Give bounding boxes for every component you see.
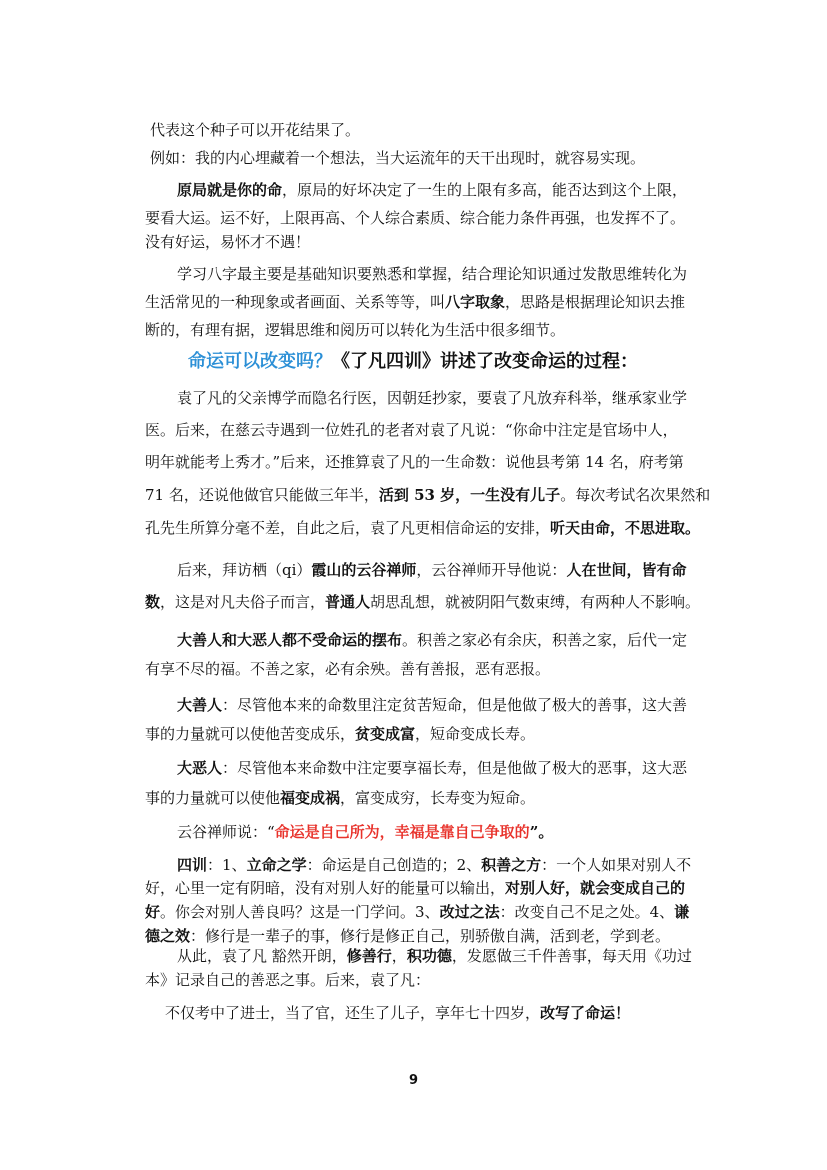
text-line bbox=[145, 208, 685, 228]
text-segment: 原局就是你的命 bbox=[177, 181, 283, 199]
text-segment: 贫变成富 bbox=[355, 725, 416, 743]
text-segment: 修善行 bbox=[346, 947, 392, 965]
text-segment: 谦 bbox=[674, 903, 690, 921]
text-segment: 大善人和大恶人都不受命运的摆布 bbox=[177, 631, 403, 649]
text-segment: 学习八字最主要是基础知识要熟悉和掌握，结合理论知识通过发散思维转化为 bbox=[177, 265, 688, 283]
text-segment: 八字取象 bbox=[445, 293, 506, 311]
text-segment: ：一个人如果对别人不 bbox=[541, 856, 692, 874]
text-segment: ，短命变成长寿。 bbox=[415, 725, 536, 743]
text-line bbox=[145, 926, 670, 946]
text-segment: 医。后来，在慈云寺遇到一位姓孔的老者对袁了凡说：“你命中注定是官场中人， bbox=[145, 421, 678, 439]
text-line bbox=[177, 855, 691, 875]
text-segment: ：修行是一辈子的事，修行是修正自己，别骄傲自满，活到老，学到老。 bbox=[190, 927, 671, 945]
text-segment: ：命运是自己创造的；2、 bbox=[306, 856, 482, 874]
text-segment: 大恶人 bbox=[177, 759, 223, 777]
text-segment: 对别人好，就会变成自己的 bbox=[505, 879, 686, 897]
text-segment: 。积善之家必有余庆，积善之家，后代一定 bbox=[402, 631, 688, 649]
text-line bbox=[177, 264, 687, 284]
text-line bbox=[145, 878, 685, 898]
text-segment: 事的力量就可以使他苦变成乐， bbox=[145, 725, 356, 743]
text-segment: 霞山的云谷禅师 bbox=[311, 561, 417, 579]
text-segment: 改写了命运！ bbox=[540, 1004, 631, 1022]
heading-question: 命运可以改变吗？ bbox=[188, 351, 332, 372]
text-segment: 胡思乱想，就被阴阳气数束缚，有两种人不影响。 bbox=[370, 593, 701, 611]
text-line bbox=[145, 292, 685, 312]
text-segment: ，思路是根据理论知识去推 bbox=[505, 293, 686, 311]
text-segment: ，云谷禅师开导他说： bbox=[416, 561, 567, 579]
text-segment: 明年就能考上秀才。”后来，还推算袁了凡的一生命数：说他县考第 14 名，府考第 bbox=[145, 453, 684, 471]
text-segment: 好 bbox=[145, 903, 161, 921]
text-line bbox=[145, 232, 310, 252]
text-segment: 改过之法 bbox=[439, 903, 500, 921]
page-number: 9 bbox=[408, 1073, 419, 1088]
text-segment: 大善人 bbox=[177, 696, 223, 714]
text-segment: ，原局的好坏决定了一生的上限有多高，能否达到这个上限， bbox=[282, 181, 688, 199]
text-segment: 。你会对别人善良吗？这是一门学问。3、 bbox=[160, 903, 440, 921]
text-line bbox=[145, 970, 430, 990]
text-segment: 从此，袁了凡 豁然开朗， bbox=[177, 947, 347, 965]
text-segment: 后来，拜访栖（qi） bbox=[177, 561, 312, 579]
text-segment: 命运是自己所为，幸福是靠自己争取的 bbox=[274, 823, 530, 841]
text-segment: ，发愿做三千件善事，每天用《功过 bbox=[451, 947, 692, 965]
text-segment: 积善之方 bbox=[481, 856, 542, 874]
text-segment: 普通人 bbox=[325, 593, 371, 611]
text-segment: 本》记录自己的善恶之事。后来，袁了凡： bbox=[145, 971, 431, 989]
text-line bbox=[145, 659, 550, 679]
text-segment: 立命之学 bbox=[246, 856, 307, 874]
text-line bbox=[177, 822, 553, 842]
text-segment: ：尽管他本来命数中注定要享福长寿，但是他做了极大的恶事，这大恶 bbox=[222, 759, 688, 777]
text-segment: 袁了凡的父亲博学而隐名行医，因朝廷抄家，要袁了凡放弃科举，继承家业学 bbox=[177, 389, 688, 407]
text-segment: 孔先生所算分毫不差，自此之后，袁了凡更相信命运的安排， bbox=[145, 519, 551, 537]
text-segment: ：尽管他本来的命数里注定贫苦短命，但是他做了极大的善事，这大善 bbox=[222, 696, 688, 714]
text-segment: 活到 53 岁，一生没有儿子 bbox=[378, 486, 561, 504]
text-segment: 例如：我的内心埋藏着一个想法，当大运流年的天干出现时，就容易实现。 bbox=[150, 149, 646, 167]
text-segment: 人在世间，皆有命 bbox=[566, 561, 687, 579]
text-line bbox=[145, 592, 700, 612]
text-segment: 好，心里一定有阴暗，没有对别人好的能量可以输出， bbox=[145, 879, 506, 897]
text-segment: ：改变自己不足之处。4、 bbox=[499, 903, 675, 921]
text-segment: 没有好运，易怀才不遇！ bbox=[145, 233, 311, 251]
text-line bbox=[145, 320, 565, 340]
text-segment: 云谷禅师说：“ bbox=[177, 823, 275, 841]
text-line bbox=[145, 518, 700, 538]
text-segment: 不仅考中了进士，当了官，还生了儿子，享年七十四岁， bbox=[165, 1004, 541, 1022]
text-segment: ，富变成穷，长寿变为短命。 bbox=[340, 789, 536, 807]
text-line bbox=[145, 452, 684, 472]
text-segment: 要看大运。运不好，上限再高、个人综合素质、综合能力条件再强，也发挥不了。 bbox=[145, 209, 686, 227]
text-segment: ， bbox=[391, 947, 407, 965]
text-segment: 断的，有理有据，逻辑思维和阅历可以转化为生活中很多细节。 bbox=[145, 321, 566, 339]
text-line bbox=[145, 420, 678, 440]
text-line bbox=[177, 946, 692, 966]
text-segment: 德之效 bbox=[145, 927, 191, 945]
text-segment: ：1、 bbox=[207, 856, 247, 874]
text-line bbox=[150, 148, 645, 168]
text-segment: 71 名，还说他做官只能做三年半， bbox=[145, 486, 379, 504]
text-segment: ”。 bbox=[529, 823, 554, 841]
text-segment: 四训 bbox=[177, 856, 208, 874]
text-segment: 事的力量就可以使他 bbox=[145, 789, 281, 807]
text-segment: 有享不尽的福。不善之家，必有余殃。善有善报，恶有恶报。 bbox=[145, 660, 551, 678]
text-line bbox=[177, 560, 686, 580]
section-heading bbox=[188, 350, 638, 374]
text-line bbox=[177, 180, 687, 200]
heading-title: 《了凡四训》讲述了改变命运的过程： bbox=[332, 351, 638, 372]
text-line bbox=[177, 630, 687, 650]
text-line bbox=[145, 724, 535, 744]
text-segment: 生活常见的一种现象或者画面、关系等等，叫 bbox=[145, 293, 446, 311]
text-line bbox=[145, 485, 710, 505]
text-line bbox=[145, 902, 689, 922]
text-line bbox=[177, 695, 687, 715]
text-segment: 。每次考试名次果然和 bbox=[560, 486, 711, 504]
text-segment: 代表这个种子可以开花结果了。 bbox=[150, 121, 361, 139]
text-line bbox=[177, 388, 687, 408]
text-segment: 福变成祸 bbox=[280, 789, 341, 807]
text-segment: ，这是对凡夫俗子而言， bbox=[160, 593, 326, 611]
text-line bbox=[165, 1003, 630, 1023]
text-line bbox=[150, 120, 360, 140]
text-segment: 数 bbox=[145, 593, 161, 611]
text-segment: 听天由命，不思进取。 bbox=[550, 519, 701, 537]
text-line bbox=[145, 788, 535, 808]
text-segment: 积功德 bbox=[406, 947, 452, 965]
text-line bbox=[177, 758, 687, 778]
